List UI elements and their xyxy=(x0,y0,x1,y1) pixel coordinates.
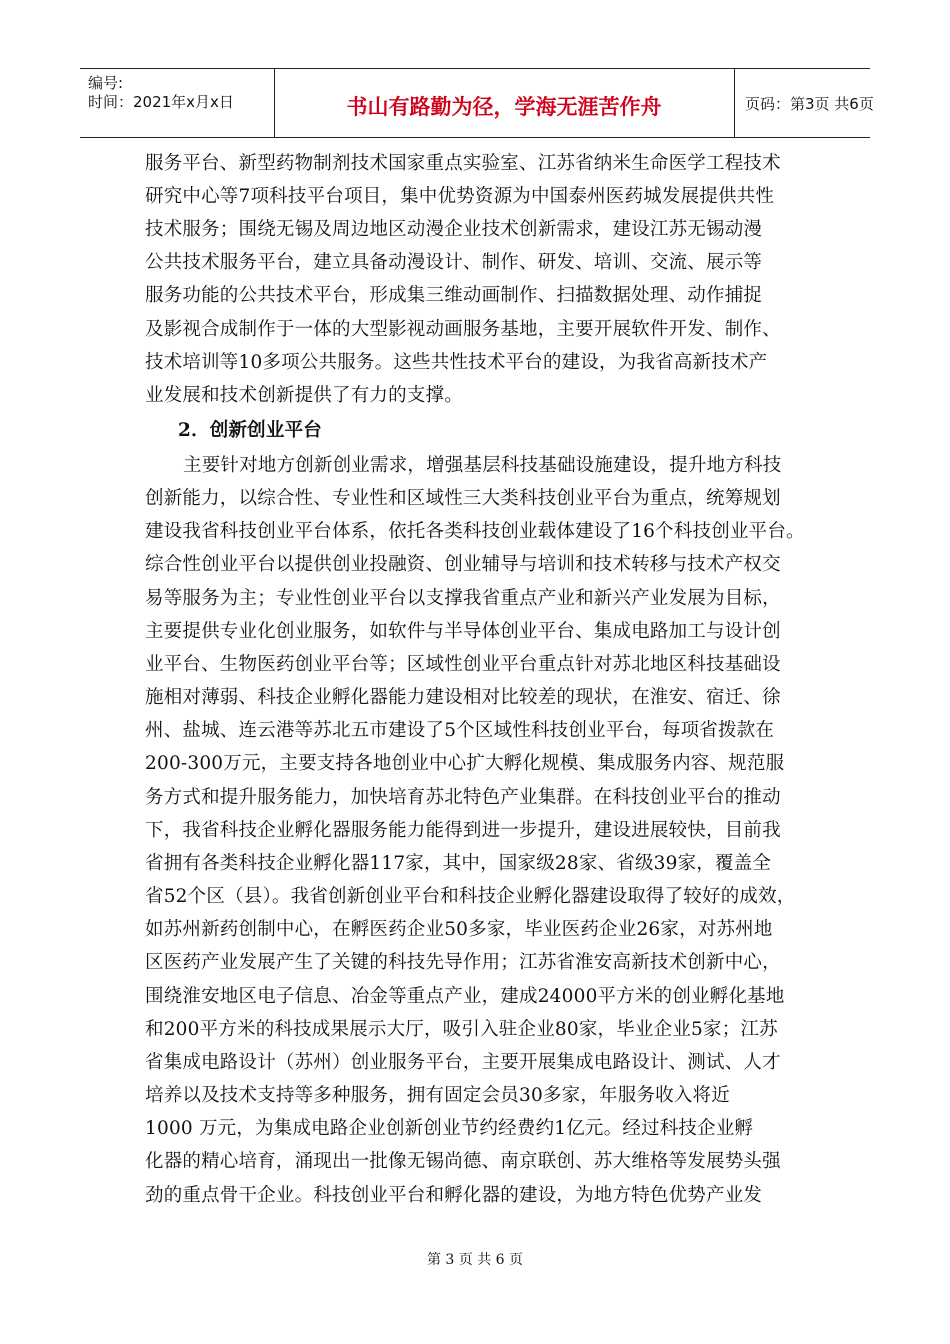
body-line: 建设我省科技创业平台体系，依托各类科技创业载体建设了16个科技创业平台。 xyxy=(145,521,805,542)
document-time-label: 时间：2021年x月x日 xyxy=(88,93,234,111)
header-motto: 书山有路勤为径，学海无涯苦作舟 xyxy=(346,95,662,119)
body-line: 技术服务；围绕无锡及周边地区动漫企业技术创新需求，建设江苏无锡动漫 xyxy=(145,219,763,240)
body-line: 区医药产业发展产生了关键的科技先导作用；江苏省淮安高新技术创新中心， xyxy=(145,952,781,973)
paragraph-first-line: 主要针对地方创新创业需求，增强基层科技基础设施建设，提升地方科技 xyxy=(183,455,782,476)
body-line: 200-300万元，主要支持各地创业中心扩大孵化规模、集成服务内容、规范服 xyxy=(145,753,785,774)
body-line: 施相对薄弱、科技企业孵化器能力建设相对比较差的现状，在淮安、宿迁、徐 xyxy=(145,687,781,708)
header-page-code: 页码：第3页 共6页 xyxy=(745,95,874,113)
body-line: 综合性创业平台以提供创业投融资、创业辅导与培训和技术转移与技术产权交 xyxy=(145,554,781,575)
body-line: 省集成电路设计（苏州）创业服务平台，主要开展集成电路设计、测试、人才 xyxy=(145,1052,781,1073)
body-line: 劲的重点骨干企业。科技创业平台和孵化器的建设，为地方特色优势产业发 xyxy=(145,1185,763,1206)
body-line: 务方式和提升服务能力，加快培育苏北特色产业集群。在科技创业平台的推动 xyxy=(145,787,781,808)
body-line: 服务平台、新型药物制剂技术国家重点实验室、江苏省纳米生命医学工程技术 xyxy=(145,153,781,174)
body-line: 技术培训等10多项公共服务。这些共性技术平台的建设，为我省高新技术产 xyxy=(145,352,768,373)
body-line: 省52个区（县）。我省创新创业平台和科技企业孵化器建设取得了较好的成效， xyxy=(145,886,796,907)
body-line: 1000 万元，为集成电路企业创新创业节约经费约1亿元。经过科技企业孵 xyxy=(145,1118,754,1139)
header-motto-cell xyxy=(274,69,735,137)
body-line: 业发展和技术创新提供了有力的支撑。 xyxy=(145,385,463,406)
body-line: 州、盐城、连云港等苏北五市建设了5个区域性科技创业平台，每项省拨款在 xyxy=(145,720,775,741)
body-line: 研究中心等7项科技平台项目，集中优势资源为中国泰州医药城发展提供共性 xyxy=(145,186,775,207)
body-line: 及影视合成制作于一体的大型影视动画服务基地，主要开展软件开发、制作、 xyxy=(145,319,781,340)
body-line: 公共技术服务平台，建立具备动漫设计、制作、研发、培训、交流、展示等 xyxy=(145,252,763,273)
body-line: 主要提供专业化创业服务，如软件与半导体创业平台、集成电路加工与设计创 xyxy=(145,621,781,642)
body-line: 服务功能的公共技术平台，形成集三维动画制作、扫描数据处理、动作捕捉 xyxy=(145,285,763,306)
header-page-cell xyxy=(735,69,874,137)
body-line: 和200平方米的科技成果展示大厅，吸引入驻企业80家，毕业企业5家；江苏 xyxy=(145,1019,778,1040)
page-header xyxy=(80,68,874,138)
body-line: 围绕淮安地区电子信息、冶金等重点产业，建成24000平方米的创业孵化基地 xyxy=(145,986,785,1007)
body-line: 易等服务为主；专业性创业平台以支撑我省重点产业和新兴产业发展为目标， xyxy=(145,588,781,609)
body-line: 化器的精心培育，涌现出一批像无锡尚德、南京联创、苏大维格等发展势头强 xyxy=(145,1151,781,1172)
body-line: 如苏州新药创制中心，在孵医药企业50多家，毕业医药企业26家，对苏州地 xyxy=(145,919,773,940)
header-meta-cell xyxy=(80,69,275,137)
body-line: 创新能力，以综合性、专业性和区域性三大类科技创业平台为重点，统筹规划 xyxy=(145,488,781,509)
body-line: 下，我省科技企业孵化器服务能力能得到进一步提升，建设进展较快，目前我 xyxy=(145,820,781,841)
body-line: 省拥有各类科技企业孵化器117家，其中，国家级28家、省级39家，覆盖全 xyxy=(145,853,772,874)
section-heading: 2．创新创业平台 xyxy=(178,420,322,441)
document-number-label: 编号: xyxy=(88,74,124,92)
page-footer: 第 3 页 共 6 页 xyxy=(426,1252,524,1268)
body-line: 培养以及技术支持等多种服务，拥有固定会员30多家，年服务收入将近 xyxy=(145,1085,730,1106)
body-line: 业平台、生物医药创业平台等；区域性创业平台重点针对苏北地区科技基础设 xyxy=(145,654,781,675)
